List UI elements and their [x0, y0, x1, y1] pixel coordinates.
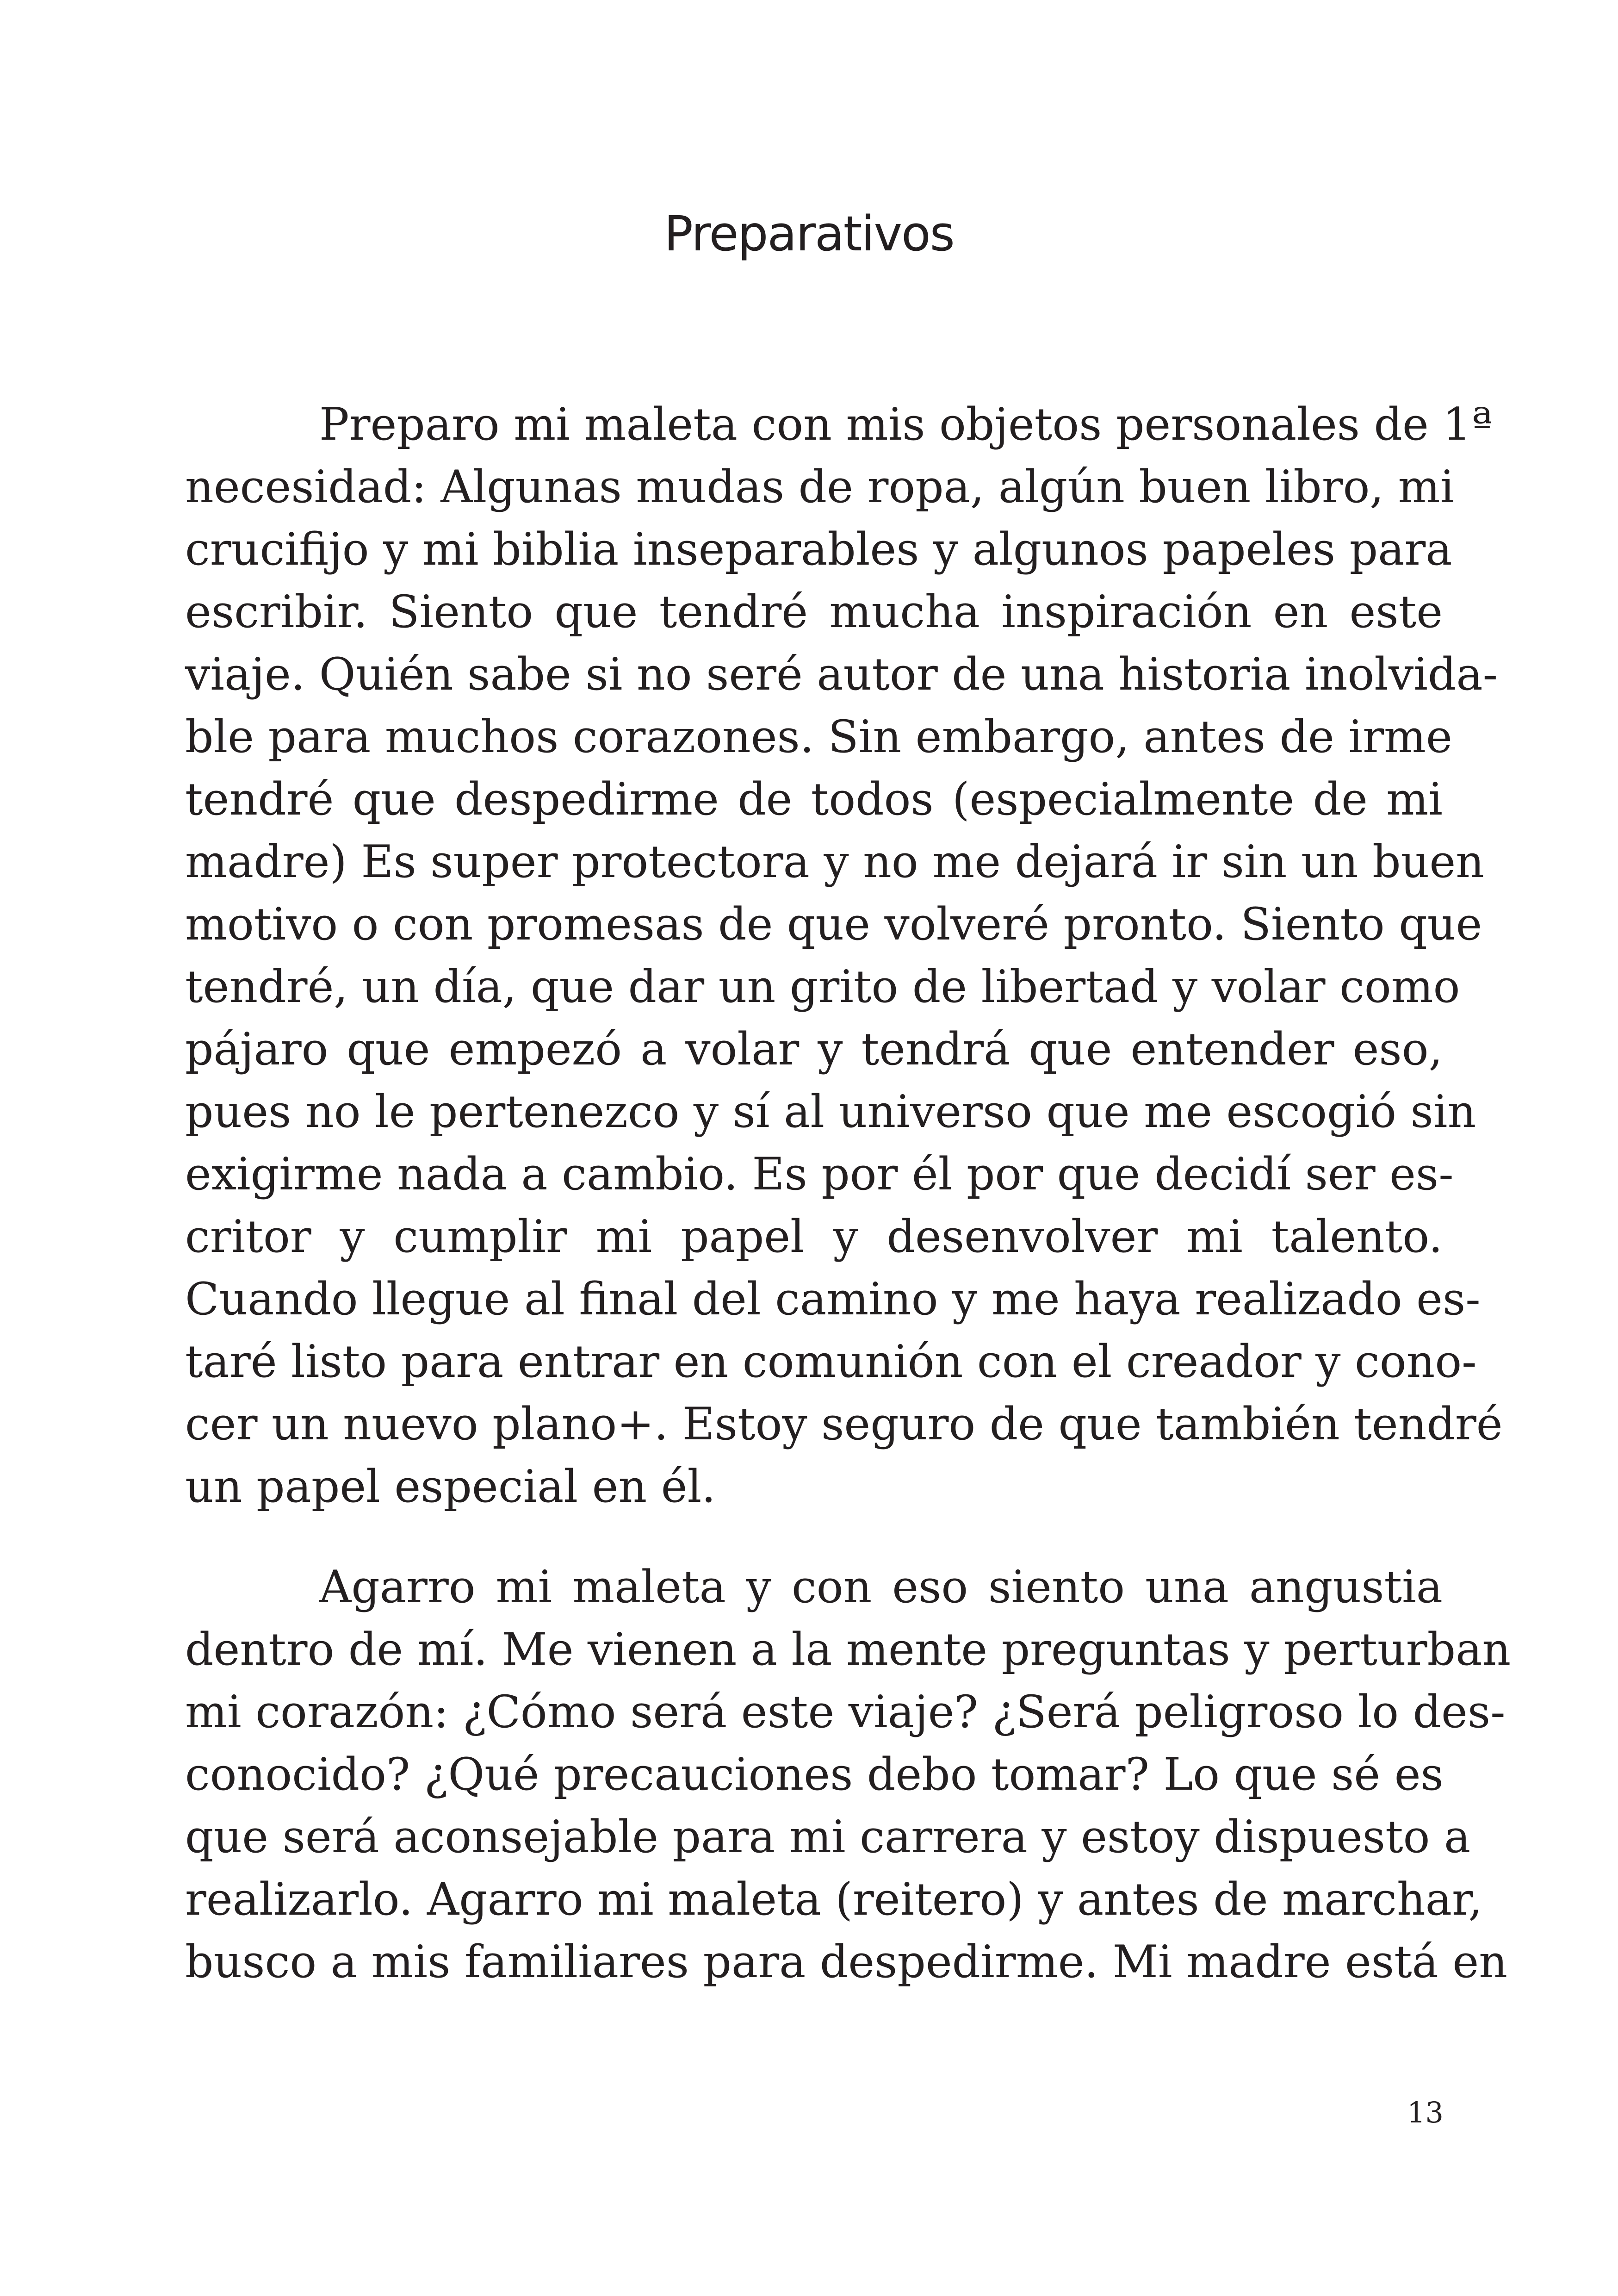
text-line: critor y cumplir mi papel y desenvolver mi talento. [185, 1211, 1443, 1263]
text-line: ble para muchos corazones. Sin embargo, antes de irme [185, 711, 1452, 763]
text-line: Preparo mi maleta con mis objetos personales de 1ª [319, 398, 1492, 450]
text-line: conocido? ¿Qué precauciones debo tomar? Lo que sé es [185, 1748, 1444, 1800]
text-line: que será aconsejable para mi carrera y estoy dispuesto a [185, 1811, 1471, 1863]
text-line: taré listo para entrar en comunión con el creador y cono- [185, 1336, 1477, 1388]
text-line: pues no le pertenezco y sí al universo que me escogió sin [185, 1086, 1476, 1138]
text-line: busco a mis familiares para despedirme. Mi madre está en [185, 1936, 1508, 1988]
chapter-title: Preparativos [664, 205, 954, 262]
text-line: mi corazón: ¿Cómo será este viaje? ¿Será peligroso lo des- [185, 1686, 1506, 1738]
text-line: dentro de mí. Me vienen a la mente preguntas y perturban [185, 1624, 1511, 1675]
text-line: tendré que despedirme de todos (especialmente de mi [185, 773, 1443, 825]
text-line: madre) Es super protectora y no me dejará ir sin un buen [185, 836, 1484, 888]
text-line: exigirme nada a cambio. Es por él por que decidí ser es- [185, 1148, 1454, 1200]
text-line: pájaro que empezó a volar y tendrá que entender eso, [185, 1023, 1443, 1075]
paragraph-2 [185, 1556, 1511, 1993]
text-line: cer un nuevo plano+. Estoy seguro de que también tendré [185, 1398, 1503, 1450]
text-line: viaje. Quién sabe si no seré autor de una historia inolvida- [185, 648, 1498, 700]
text-line: crucifijo y mi biblia inseparables y algunos papeles para [185, 523, 1452, 575]
paragraph-1 [185, 393, 1503, 1518]
text-line: un papel especial en él. [185, 1461, 716, 1512]
page-number: 13 [1407, 2096, 1444, 2129]
text-line: Cuando llegue al final del camino y me haya realizado es- [185, 1273, 1481, 1325]
text-line: Agarro mi maleta y con eso siento una angustia [319, 1561, 1443, 1613]
text-line: motivo o con promesas de que volveré pronto. Siento que [185, 898, 1482, 950]
text-line: escribir. Siento que tendré mucha inspiración en este [185, 586, 1443, 638]
text-line: necesidad: Algunas mudas de ropa, algún buen libro, mi [185, 461, 1455, 513]
text-line: realizarlo. Agarro mi maleta (reitero) y antes de marchar, [185, 1873, 1482, 1925]
text-line: tendré, un día, que dar un grito de libertad y volar como [185, 961, 1460, 1013]
